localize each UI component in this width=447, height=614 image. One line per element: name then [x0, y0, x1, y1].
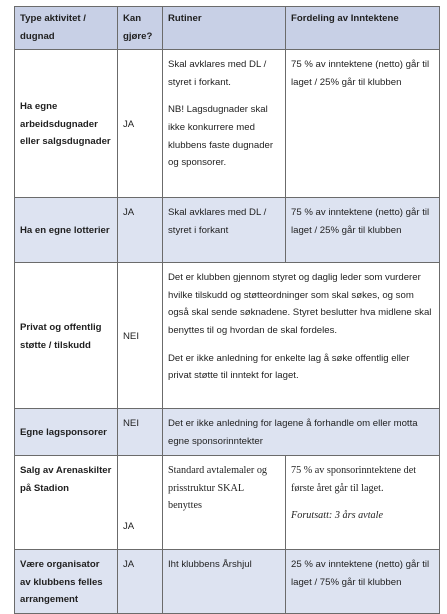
row-routines	[163, 550, 286, 614]
distribution-text: 75 % av sponsorinntektene det første året går til laget.	[291, 465, 417, 494]
row-routines	[163, 198, 286, 263]
row-answer: JA	[118, 550, 163, 614]
row-distribution: 75 % av inntektene (netto) går til laget / 25% går til klubben	[286, 198, 440, 263]
header-distribution: Fordeling av Inntektene	[286, 7, 440, 50]
row-answer: NEI	[118, 263, 163, 409]
routine-text: Iht klubbens Årshjul	[168, 559, 252, 571]
table-row	[15, 263, 440, 409]
row-distribution: 75 % av inntektene (netto) går til laget / 25% går til klubben	[286, 50, 440, 198]
row-type: Være organisator av klubbens felles arrangement	[15, 550, 118, 614]
row-type: Privat og offentlig støtte / tilskudd	[15, 263, 118, 409]
table-row	[15, 198, 440, 263]
row-distribution	[286, 456, 440, 550]
table-header-row	[15, 7, 440, 50]
row-routines	[163, 456, 286, 550]
table-row	[15, 50, 440, 198]
row-type: Ha en egne lotterier	[15, 198, 118, 263]
routine-text: Skal avklares med DL / styret i forkant.	[168, 59, 267, 88]
table-row	[15, 550, 440, 614]
distribution-note: Forutsatt: 3 års avtale	[291, 510, 383, 522]
revenue-rules-table	[14, 6, 440, 614]
routine-text: Det er klubben gjennom styret og daglig leder som vurderer hvilke tilskudd og støtteordninger som skal søkes, og som også skal sende søknadene. Styret beslutter hva midlene skal benyttes til og hvordan de skal fordeles.	[168, 272, 432, 336]
table-row	[15, 456, 440, 550]
row-distribution: 25 % av inntektene (netto) går til laget / 75% går til klubben	[286, 550, 440, 614]
row-routines	[163, 263, 440, 409]
header-routines: Rutiner	[163, 7, 286, 50]
routine-text: Det er ikke anledning for lagene å forhandle om eller motta egne sponsorinntekter	[168, 418, 418, 447]
row-answer: NEI	[118, 409, 163, 456]
row-routines	[163, 50, 286, 198]
header-answer: Kan gjøre?	[118, 7, 163, 50]
row-answer: JA	[118, 198, 163, 263]
row-type: Ha egne arbeidsdugnader eller salgsdugnader	[15, 50, 118, 198]
routine-text: Standard avtalemaler og prisstruktur SKAL benyttes	[168, 465, 268, 512]
row-answer: JA	[118, 50, 163, 198]
row-type: Egne lagsponsorer	[15, 409, 118, 456]
routine-text: NB! Lagsdugnader skal ikke konkurrere med klubbens faste dugnader og sponsorer.	[168, 104, 274, 169]
routine-text: Det er ikke anledning for enkelte lag å søke offentlig eller privat støtte til inntekt for laget.	[168, 352, 410, 382]
row-routines	[163, 409, 440, 456]
routine-text: Skal avklares med DL / styret i forkant	[168, 207, 267, 236]
header-type: Type aktivitet / dugnad	[15, 7, 118, 50]
row-answer: JA	[118, 456, 163, 550]
table-row	[15, 409, 440, 456]
row-type: Salg av Arenaskilter på Stadion	[15, 456, 118, 550]
